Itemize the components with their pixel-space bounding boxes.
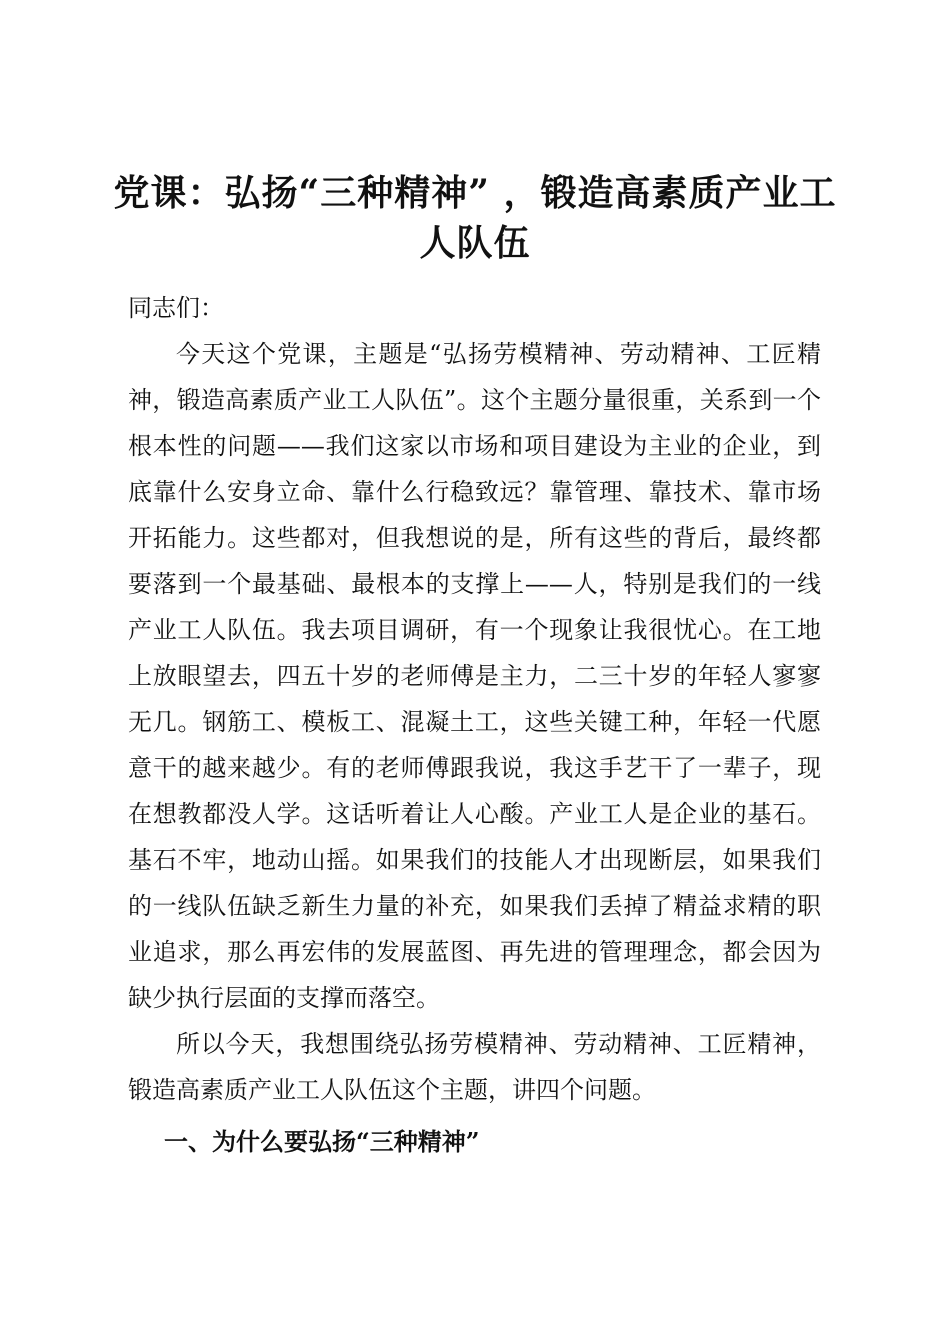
body-paragraph: 今天这个党课，主题是“弘扬劳模精神、劳动精神、工匠精神，锻造高素质产业工人队伍”。这个主题分量很重，关系到一个根本性的问题——我们这家以市场和项目建设为主业的企业，到底靠什么安身立命、靠什么行稳致远？靠管理、靠技术、靠市场开拓能力。这些都对，但我想说的是，所有这些的背后，最终都要落到一个最基础、最根本的支撑上——人，特别是我们的一线产业工人队伍。我去项目调研，有一个现象让我很忧心。在工地上放眼望去，四五十岁的老师傅是主力，二三十岁的年轻人寥寥无几。钢筋工、模板工、混凝土工，这些关键工种，年轻一代愿意干的越来越少。有的老师傅跟我说，我这手艺干了一辈子，现在想教都没人学。这话听着让人心酸。产业工人是企业的基石。基石不牢，地动山摇。如果我们的技能人才出现断层，如果我们的一线队伍缺乏新生力量的补充，如果我们丢掉了精益求精的职业追求，那么再宏伟的发展蓝图、再先进的管理理念，都会因为缺少执行层面的支撑而落空。: [128, 340, 821, 1012]
body-paragraph: 所以今天，我想围绕弘扬劳模精神、劳动精神、工匠精神，锻造高素质产业工人队伍这个主题，讲四个问题。: [128, 1030, 821, 1104]
document-body: [128, 285, 821, 1165]
greeting-line: 同志们：: [128, 294, 224, 322]
document-title: 党课：弘扬“三种精神” ，锻造高素质产业工人队伍: [113, 172, 837, 264]
section-heading: 一、为什么要弘扬“三种精神”: [164, 1127, 480, 1156]
